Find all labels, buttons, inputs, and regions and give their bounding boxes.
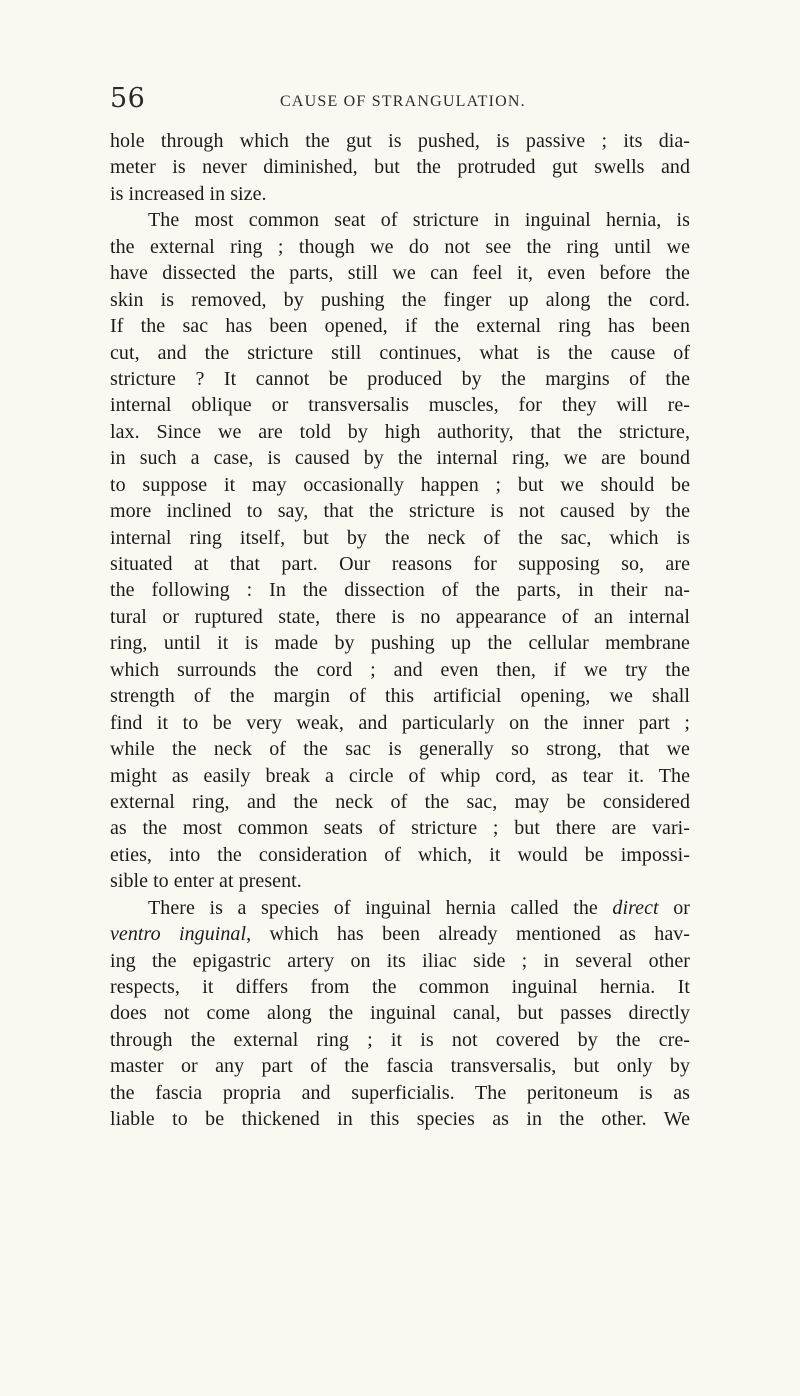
text-line: strength of the margin of this artificial opening, we shall bbox=[110, 685, 690, 708]
text-line: might as easily break a circle of whip cord, as tear it. The bbox=[110, 764, 690, 787]
text-line: ing the epigastric artery on its iliac side ; in several other bbox=[110, 949, 690, 972]
text-line: more inclined to say, that the stricture is not caused by the bbox=[110, 500, 690, 523]
text-line: the fascia propria and superficialis. The peritoneum is as bbox=[110, 1081, 690, 1104]
text-line: have dissected the parts, still we can feel it, even before the bbox=[110, 262, 690, 285]
text-line: which surrounds the cord ; and even then, if we try the bbox=[110, 658, 690, 681]
text-line: respects, it differs from the common inguinal hernia. It bbox=[110, 976, 690, 998]
text-line: eties, into the consideration of which, it would be impossi- bbox=[110, 843, 690, 866]
text-line: stricture ? It cannot be produced by the margins of the bbox=[110, 367, 690, 390]
text-line: does not come along the inguinal canal, but passes directly bbox=[110, 1002, 690, 1025]
text-line: The most common seat of stricture in inguinal hernia, is bbox=[148, 209, 690, 232]
text-segment: or bbox=[658, 896, 690, 919]
text-line: through the external ring ; it is not covered by the cre- bbox=[110, 1028, 690, 1051]
text-line: master or any part of the fascia transversalis, but only by bbox=[110, 1055, 690, 1078]
text-line: cut, and the stricture still continues, what is the cause of bbox=[110, 341, 690, 364]
text-line: is increased in size. bbox=[110, 182, 267, 205]
text-line: hole through which the gut is pushed, is passive ; its dia- bbox=[110, 130, 690, 152]
text-line: internal oblique or transversalis muscles, for they will re- bbox=[110, 394, 690, 417]
page-number: 56 bbox=[110, 83, 146, 114]
running-head: CAUSE OF STRANGULATION. bbox=[280, 93, 526, 110]
text-segment: There is a species of inguinal hernia called the bbox=[148, 896, 613, 919]
text-line: to suppose it may occasionally happen ; but we should be bbox=[110, 473, 690, 496]
text-line: in such a case, is caused by the internal ring, we are bound bbox=[110, 447, 690, 470]
text-line: If the sac has been opened, if the external ring has been bbox=[110, 315, 690, 338]
text-line bbox=[110, 895, 690, 921]
text-line: liable to be thickened in this species as in the other. We bbox=[110, 1108, 690, 1131]
text-line: the following : In the dissection of the parts, in their na- bbox=[110, 579, 690, 602]
text-line: while the neck of the sac is generally so strong, that we bbox=[110, 738, 690, 761]
text-line: meter is never diminished, but the protruded gut swells and bbox=[110, 156, 690, 179]
text-line: as the most common seats of stricture ; but there are vari- bbox=[110, 817, 690, 840]
text-line: internal ring itself, but by the neck of the sac, which is bbox=[110, 526, 690, 549]
text-segment: , which has been already mentioned as hav- bbox=[246, 923, 690, 946]
italic-term-ventro-inguinal: ventro inguinal bbox=[110, 923, 247, 946]
text-line: tural or ruptured state, there is no appearance of an internal bbox=[110, 605, 690, 628]
italic-term-direct: direct bbox=[612, 896, 659, 919]
text-line: situated at that part. Our reasons for supposing so, are bbox=[110, 553, 690, 575]
text-line: ring, until it is made by pushing up the cellular membrane bbox=[110, 632, 690, 655]
page-header bbox=[110, 84, 690, 118]
text-line: sible to enter at present. bbox=[110, 870, 302, 893]
text-line bbox=[110, 921, 690, 947]
text-line: external ring, and the neck of the sac, may be considered bbox=[110, 790, 690, 813]
body-text bbox=[110, 128, 690, 1133]
text-line: skin is removed, by pushing the finger up along the cord. bbox=[110, 288, 690, 311]
text-line: lax. Since we are told by high authority, that the stricture, bbox=[110, 420, 690, 443]
text-line: find it to be very weak, and particularly on the inner part ; bbox=[110, 711, 690, 734]
text-line: the external ring ; though we do not see the ring until we bbox=[110, 235, 690, 258]
